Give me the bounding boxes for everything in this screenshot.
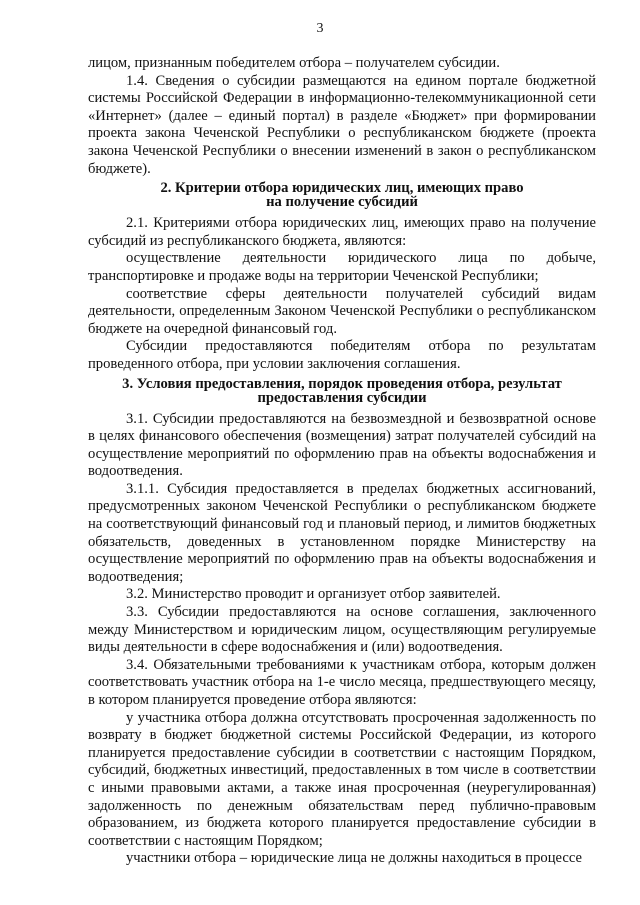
paragraph-3-4-requirement-b: участники отбора – юридические лица не должны находиться в процессе bbox=[126, 850, 582, 867]
section-2-heading bbox=[88, 181, 596, 209]
paragraph-3-1: 3.1. Субсидии предоставляются на безвозмездной и безвозвратной основе в целях финансового обеспечения (возмещения) затрат получателей субсидий на осуществление мероприятий по оформлению прав на объекты водоснабжения и водоотведения. bbox=[88, 410, 596, 480]
page-number: 3 bbox=[316, 21, 324, 36]
paragraph-2-1: 2.1. Критериями отбора юридических лиц, имеющих право на получение субсидий из республиканского бюджета, являются: bbox=[88, 215, 596, 249]
paragraph-1-4: 1.4. Сведения о субсидии размещаются на едином портале бюджетной системы Российской Федерации в информационно-телекоммуникационной сети «Интернет» (далее – единый портал) в разделе «Бюджет» при формировании проекта закона Чеченской Республики о республиканском бюджете (проекта закона Чеченской Республики о внесении изменений в закон о республиканском бюджете). bbox=[88, 72, 596, 177]
paragraph-2-1-criterion-a: осуществление деятельности юридического лица по добыче, транспортировке и продаже воды на территории Чеченской Республики; bbox=[88, 250, 596, 284]
section-2-heading-line-1: 2. Критерии отбора юридических лиц, имеющих право bbox=[160, 180, 524, 197]
paragraph-3-3: 3.3. Субсидии предоставляются на основе соглашения, заключенного между Министерством и юридическим лицом, осуществляющим регулируемые виды деятельности в сфере водоснабжения и (или) водоотведения. bbox=[88, 604, 596, 656]
section-3-heading-line-2: предоставления субсидии bbox=[257, 389, 427, 406]
paragraph-3-2: 3.2. Министерство проводит и организует отбор заявителей. bbox=[126, 586, 501, 603]
section-3-heading-line-1: 3. Условия предоставления, порядок проведения отбора, результат bbox=[122, 375, 562, 392]
section-3-heading bbox=[88, 377, 596, 405]
paragraph-2-1-criterion-b: соответствие сферы деятельности получателей субсидий видам деятельности, определенным Законом Чеченской Республики о республиканском бюджете на очередной финансовый год. bbox=[88, 285, 596, 337]
paragraph-intro: лицом, признанным победителем отбора – получателем субсидии. bbox=[88, 55, 500, 71]
paragraph-2-2: Субсидии предоставляются победителям отбора по результатам проведенного отбора, при условии заключения соглашения. bbox=[88, 338, 596, 372]
paragraph-3-1-1: 3.1.1. Субсидия предоставляется в пределах бюджетных ассигнований, предусмотренных законом Чеченской Республики о республиканском бюджете на соответствующий финансовый год и плановый период, и лимитов бюджетных обязательств, доведенных в установленном порядке Министерству на осуществление мероприятий по оформлению прав на объекты водоснабжения и водоотведения; bbox=[88, 480, 596, 585]
section-2-heading-line-2: на получение субсидий bbox=[266, 194, 418, 211]
document-body bbox=[88, 55, 596, 868]
paragraph-3-4: 3.4. Обязательными требованиями к участникам отбора, которым должен соответствовать участник отбора на 1-е число месяца, предшествующего месяцу, в котором планируется проведение отбора являются: bbox=[88, 656, 596, 708]
paragraph-3-4-requirement-a: у участника отбора должна отсутствовать просроченная задолженность по возврату в бюджет бюджетной системы Российской Федерации, из которого планируется предоставление субсидии в соответствии с настоящим Порядком, субсидий, бюджетных инвестиций, предоставленных в том числе в соответствии с иными правовыми актами, а также иная просроченная (неурегулированная) задолженность по денежным обязательствам перед публично-правовым образованием, из бюджета которого планируется предоставление субсидии в соответствии с настоящим Порядком; bbox=[88, 709, 596, 849]
